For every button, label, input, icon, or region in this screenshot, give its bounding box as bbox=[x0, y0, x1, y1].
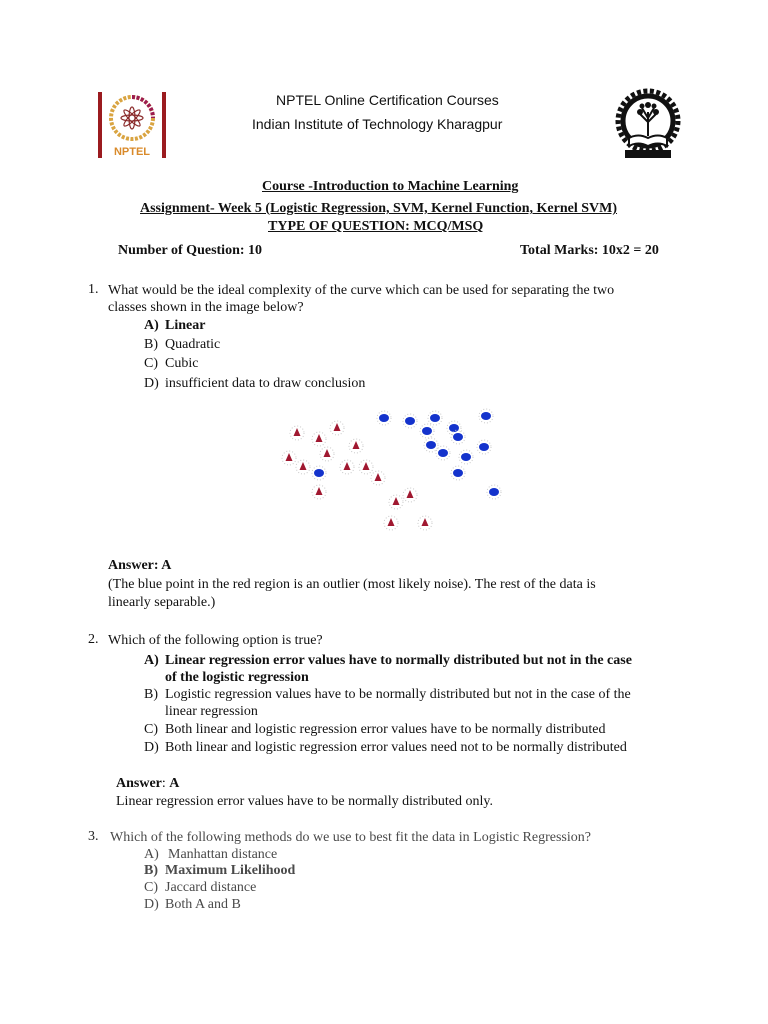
option-label: D) bbox=[144, 897, 159, 912]
blue-circle-point bbox=[430, 414, 440, 422]
option-c bbox=[144, 721, 606, 738]
option-text: insufficient data to draw conclusion bbox=[165, 376, 366, 391]
option-label: C) bbox=[144, 356, 158, 371]
blue-circle-point bbox=[479, 443, 489, 451]
blue-circle-point bbox=[449, 424, 459, 432]
option-a bbox=[144, 846, 277, 863]
red-triangle-point bbox=[324, 449, 331, 457]
option-d bbox=[144, 375, 365, 392]
option-text: Jaccard distance bbox=[165, 880, 257, 895]
answer-label bbox=[116, 775, 179, 792]
question-text: Which of the following option is true? bbox=[108, 633, 323, 648]
option-b bbox=[144, 336, 220, 353]
red-triangle-point bbox=[316, 487, 323, 495]
red-triangle-point bbox=[353, 441, 360, 449]
nptel-logo-icon bbox=[96, 92, 170, 158]
blue-circle-point bbox=[453, 469, 463, 477]
option-label: D) bbox=[144, 740, 159, 755]
question-number: 3. bbox=[88, 829, 99, 844]
answer-label: Answer: A bbox=[108, 558, 172, 573]
red-triangle-point bbox=[344, 462, 351, 470]
iit-kharagpur-emblem bbox=[611, 88, 685, 162]
question-number: 1. bbox=[88, 282, 99, 297]
red-triangle-point bbox=[363, 462, 370, 470]
option-text: Both linear and logistic regression error values need not to be normally distributed bbox=[165, 740, 627, 755]
option-text: Linear bbox=[165, 318, 206, 333]
option-label: A) bbox=[144, 318, 159, 333]
question-number: 2. bbox=[88, 632, 99, 647]
option-text: Maximum Likelihood bbox=[165, 863, 296, 878]
red-triangle-point bbox=[393, 497, 400, 505]
option-text: Cubic bbox=[165, 356, 199, 371]
option-d bbox=[144, 739, 627, 756]
blue-circle-point bbox=[422, 427, 432, 435]
red-triangle-point bbox=[286, 453, 293, 461]
option-c bbox=[144, 879, 256, 896]
blue-circle-point bbox=[461, 453, 471, 461]
option-text-cont: linear regression bbox=[165, 704, 258, 719]
question-text: Which of the following methods do we use to best fit the data in Logistic Regression? bbox=[110, 830, 591, 845]
number-of-questions: Number of Question: 10 bbox=[118, 243, 263, 258]
option-label: D) bbox=[144, 376, 159, 391]
answer-word: Answer bbox=[116, 776, 162, 791]
red-triangle-point bbox=[407, 490, 414, 498]
option-text: Both A and B bbox=[165, 897, 241, 912]
nptel-logo bbox=[96, 92, 170, 158]
svg-text:NPTEL: NPTEL bbox=[113, 146, 151, 158]
option-label: C) bbox=[144, 722, 158, 737]
blue-circle-point bbox=[314, 469, 324, 477]
option-text: Logistic regression values have to be normally distributed but not in the case of the bbox=[165, 687, 631, 702]
assignment-title: Assignment- Week 5 (Logistic Regression, SVM, Kernel Function, Kernel SVM) bbox=[140, 201, 618, 216]
answer-explanation-cont: linearly separable.) bbox=[108, 595, 216, 610]
blue-circle-point bbox=[453, 433, 463, 441]
answer-letter: A bbox=[169, 776, 180, 791]
blue-circle-point bbox=[405, 417, 415, 425]
blue-circle-point bbox=[489, 488, 499, 496]
question-type: TYPE OF QUESTION: MCQ/MSQ bbox=[268, 219, 484, 234]
option-a bbox=[144, 317, 205, 334]
option-text: Linear regression error values have to normally distributed but not in the case bbox=[165, 653, 632, 668]
option-text: Quadratic bbox=[165, 337, 221, 352]
answer-explanation: (The blue point in the red region is an outlier (most likely noise). The rest of the data is bbox=[108, 577, 596, 592]
red-triangle-point bbox=[300, 462, 307, 470]
red-triangle-point bbox=[334, 423, 341, 431]
option-text: Both linear and logistic regression error values have to be normally distributed bbox=[165, 722, 606, 737]
red-triangle-point bbox=[316, 434, 323, 442]
option-label: B) bbox=[144, 337, 158, 352]
red-triangle-point bbox=[388, 518, 395, 526]
option-c bbox=[144, 355, 198, 372]
option-label: C) bbox=[144, 880, 158, 895]
question-text: What would be the ideal complexity of the curve which can be used for separating the two bbox=[108, 283, 615, 298]
option-label: B) bbox=[144, 863, 158, 878]
total-marks: Total Marks: 10x2 = 20 bbox=[520, 243, 659, 258]
blue-circle-point bbox=[426, 441, 436, 449]
option-label: B) bbox=[144, 687, 158, 702]
iit-kharagpur-emblem-icon bbox=[611, 88, 685, 162]
answer-explanation: Linear regression error values have to be normally distributed only. bbox=[116, 794, 493, 809]
red-triangle-point bbox=[375, 473, 382, 481]
question-text-cont: classes shown in the image below? bbox=[108, 300, 304, 315]
header-line-2: Indian Institute of Technology Kharagpur bbox=[252, 116, 503, 132]
answer-colon: : bbox=[161, 776, 166, 791]
red-triangle-point bbox=[294, 428, 301, 436]
option-text-cont: of the logistic regression bbox=[165, 670, 309, 685]
blue-circle-point bbox=[379, 414, 389, 422]
option-label: A) bbox=[144, 653, 159, 668]
option-label: A) bbox=[144, 847, 159, 862]
option-a bbox=[144, 652, 694, 686]
course-title: Course -Introduction to Machine Learning bbox=[262, 179, 519, 194]
option-text: Manhattan distance bbox=[168, 847, 278, 862]
option-b bbox=[144, 686, 694, 720]
blue-circle-point bbox=[438, 449, 448, 457]
red-triangle-point bbox=[422, 518, 429, 526]
blue-circle-point bbox=[481, 412, 491, 420]
option-d bbox=[144, 896, 241, 913]
header-line-1: NPTEL Online Certification Courses bbox=[276, 92, 499, 108]
option-b bbox=[144, 862, 295, 879]
